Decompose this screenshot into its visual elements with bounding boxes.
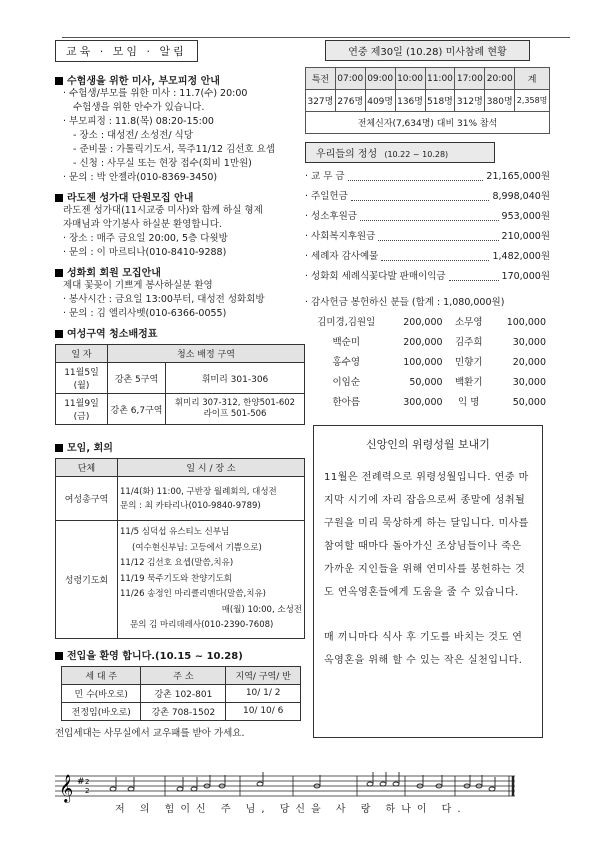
attendance-table [305, 67, 550, 134]
table-row [56, 521, 305, 639]
hymn-lyric: 저 의 힘이신 주 님, 당신을 사 랑 하나이 다. [115, 804, 467, 815]
block-title: 라도젠 성가대 단원모집 안내 [67, 193, 194, 204]
table-header: 단체 [56, 459, 118, 477]
gift-name: 한아름 [332, 397, 361, 408]
attendance-value-row [306, 90, 550, 112]
offering-list [305, 167, 550, 287]
attendance-summary: 전체신자(7,634명) 대비 31% 참석 [306, 112, 550, 134]
attendance-summary-row [306, 112, 550, 134]
table-cell: 136명 [395, 90, 425, 112]
gift-row [305, 353, 550, 373]
notice-title: 신앙인의 위령성월 보내기 [366, 438, 490, 451]
table-cell: 휘미리 307-312, 한양501-602 [174, 398, 296, 408]
text-line: · 문의 : 박 안젤라(010-8369-3450) [63, 172, 218, 183]
table-cell: 휘미리 301-306 [166, 363, 305, 394]
table-header: 10:00 [395, 68, 425, 90]
square-bullet-icon [55, 77, 63, 85]
text-line: · 문의 : 이 마르티나(010-8410-9288) [63, 247, 227, 258]
top-rule [62, 37, 570, 38]
text-line: - 준비물 : 가톨릭기도서, 묵주11/12 김선호 요셉 [73, 144, 275, 155]
time-signature-icon: 2 [85, 778, 90, 786]
text-line: · 장소 : 매주 금요일 20:00, 5층 다윗방 [63, 233, 228, 244]
table-header: 일 자 [56, 345, 108, 363]
table-cell: 327명 [306, 90, 336, 112]
gift-amount: 30,000 [512, 377, 546, 388]
offering-block [305, 142, 550, 413]
square-bullet-icon [55, 652, 63, 660]
gift-row [305, 373, 550, 393]
gift-title: · 감사헌금 봉헌하신 분들 (합계 : 1,080,000원) [305, 297, 505, 308]
gift-amount: 200,000 [403, 337, 443, 348]
choir-block [55, 189, 307, 260]
notice-paragraph: 매 끼니마다 식사 후 기도를 바치는 것도 연옥영혼을 위해 할 수 있는 작은 실천입니다. [324, 632, 523, 666]
table-header: 주 소 [141, 666, 226, 684]
table-header: 07:00 [335, 68, 365, 90]
text-line: 제대 꽃꽂이 기쁘게 봉사하실분 환영 [63, 280, 213, 291]
left-column [55, 40, 307, 741]
offering-label: · 사회복지후원금 [305, 231, 376, 242]
table-header-row [56, 345, 305, 363]
table-header: 청소 배정 구역 [108, 345, 305, 363]
gift-name: 익 명 [458, 397, 480, 408]
newcomers-block [55, 647, 307, 741]
text-line: 수험생을 위한 안수가 있습니다. [73, 102, 205, 113]
gift-name: 소무영 [454, 317, 483, 328]
gift-table [305, 313, 550, 413]
text-line: 라도젠 성가대(11시교중 미사)와 함께 하실 형제 [63, 205, 263, 216]
right-column [305, 40, 550, 413]
table-cell: 여성총구역 [56, 477, 118, 521]
offering-label: · 교 무 금 [305, 171, 345, 182]
table-cell: 문의 : 최 카타리나(010-9840-9789) [120, 500, 261, 511]
table-row [56, 363, 305, 394]
table-header: 세 대 주 [62, 666, 141, 684]
table-header: 일 시 / 장 소 [118, 459, 305, 477]
text-line: - 장소 : 대성전/ 소성전/ 식당 [73, 130, 193, 141]
gift-amount: 100,000 [403, 357, 443, 368]
first-comm-block [55, 72, 307, 185]
gift-name: 백환기 [454, 377, 483, 388]
attendance-header-row [306, 68, 550, 90]
offering-item [305, 247, 550, 267]
offering-amount: 210,000원 [501, 231, 550, 242]
table-header: 17:00 [455, 68, 485, 90]
table-cell: 문의 김 마리데레사(010-2390-7608) [130, 620, 274, 630]
table-cell: 276명 [335, 90, 365, 112]
notice-paragraph: 11월은 전례력으로 위령성월입니다. 연중 마지막 시기에 자리 잡음으로써 종말에 성취될 구원을 미리 묵상하게 하는 달입니다. 미사를 참여할 때마다 돌아가신 조상님들이나 죽은 가까운 지인들을 위해 연미사를 봉헌하는 것도 연옥영혼들에게 도움을 줄 수 있습니다. [324, 472, 529, 598]
cleaning-table [55, 344, 305, 425]
table-row [62, 684, 301, 702]
block-title: 전입을 환영 합니다.(10.15 ~ 10.28) [67, 650, 243, 662]
gift-name: 이임순 [332, 377, 361, 388]
gift-amount: 50,000 [409, 377, 443, 388]
table-row [56, 394, 305, 425]
square-bullet-icon [55, 269, 63, 277]
table-cell: 10/ 10/ 6 [226, 702, 301, 720]
table-cell: 전정임(바오로) [62, 702, 141, 720]
text-line: · 수험생/부모를 위한 미사 : 11.7(수) 20:00 [63, 88, 248, 99]
block-title: 모임, 회의 [67, 443, 113, 454]
table-header: 20:00 [485, 68, 515, 90]
gift-amount: 200,000 [403, 317, 443, 328]
offering-amount: 1,482,000원 [492, 251, 550, 262]
offering-item [305, 187, 550, 207]
table-cell: 강촌 708-1502 [141, 702, 226, 720]
newcomers-table [61, 666, 301, 721]
meeting-block [55, 439, 307, 639]
offering-item [305, 207, 550, 227]
text-line: - 신청 : 사무실 또는 현장 접수(회비 1만원) [73, 158, 252, 169]
table-header-row [56, 459, 305, 477]
table-row [56, 477, 305, 521]
notes [110, 772, 495, 791]
offering-label: · 주일헌금 [305, 191, 348, 202]
block-title: 여성구역 청소배정표 [67, 329, 158, 340]
table-cell: 강촌 5구역 [108, 363, 166, 394]
table-cell: 성령기도회 [56, 521, 118, 639]
table-cell: 11/12 김선호 요셉(말씀,치유) [120, 558, 234, 568]
table-cell: 강촌 6,7구역 [108, 394, 166, 425]
offering-amount: 170,000원 [501, 271, 550, 282]
gift-amount: 30,000 [512, 337, 546, 348]
table-cell: 라이프 501-506 [203, 409, 267, 419]
gift-row [305, 313, 550, 333]
table-header: 지역/ 구역/ 반 [226, 666, 301, 684]
sharp-icon: # [77, 777, 85, 787]
cleaning-block [55, 325, 307, 425]
table-row [62, 702, 301, 720]
table-cell: 11/5 심덕섭 유스티노 신부님 [120, 527, 230, 537]
table-cell: 10/ 1/ 2 [226, 684, 301, 702]
square-bullet-icon [55, 444, 63, 452]
offering-amount: 8,998,040원 [492, 191, 550, 202]
table-cell: 409명 [365, 90, 395, 112]
offering-item [305, 227, 550, 247]
text-line: · 문의 : 김 엘리사벳(010-6366-0055) [63, 308, 227, 319]
offering-label: · 성화회 세례식꽃다발 판매이익금 [305, 271, 446, 282]
offering-label: · 세례자 감사예물 [305, 251, 379, 262]
gift-amount: 100,000 [506, 317, 546, 328]
block-title: 성화회 회원 모집안내 [67, 268, 161, 279]
gift-name: 홍수영 [332, 357, 361, 368]
gift-amount: 20,000 [512, 357, 546, 368]
offering-label: · 성소후원금 [305, 211, 357, 222]
table-cell: 11월9일(금) [56, 394, 108, 425]
table-cell: 11/26 송정인 마리클리멘다(말씀,치유) [120, 589, 266, 599]
offering-period: (10.22 ~ 10.28) [384, 150, 449, 159]
table-cell: (여수현신부님: 고등에서 기쁨으로) [132, 542, 262, 553]
table-cell: 민 수(바오로) [62, 684, 141, 702]
gift-name: 백순미 [332, 337, 361, 348]
offering-item [305, 267, 550, 287]
offering-item [305, 167, 550, 187]
offering-amount: 21,165,000원 [486, 171, 550, 182]
gift-name: 김주희 [454, 337, 483, 348]
notice-box [313, 425, 543, 738]
square-bullet-icon [55, 194, 63, 202]
table-header: 11:00 [425, 68, 455, 90]
table-cell: 2,358명 [515, 90, 550, 112]
table-header-row [62, 666, 301, 684]
offering-amount: 953,000원 [501, 211, 550, 222]
treble-clef-icon: 𝄞 [59, 774, 74, 802]
table-cell: 11/19 묵주기도와 찬양기도회 [120, 573, 233, 584]
flower-block [55, 264, 307, 321]
table-cell: 강촌 102-801 [141, 684, 226, 702]
text-line: · 부모피정 : 11.8(목) 08:20-15:00 [63, 116, 214, 127]
section-title: 교육 · 모임 · 알림 [55, 40, 198, 62]
gift-amount: 50,000 [512, 397, 546, 408]
table-cell: 380명 [485, 90, 515, 112]
gift-amount: 300,000 [403, 397, 443, 408]
attendance-title: 연중 제30일 (10.28) 미사참례 현황 [325, 40, 530, 61]
newcomers-note: 전입세대는 사무실에서 교우패를 받아 가세요. [55, 727, 245, 739]
gift-name: 김미경,김원일 [317, 317, 376, 328]
text-line: 자매님과 악기봉사 하실분 환영합니다. [63, 219, 222, 230]
table-cell: 매(월) 10:00, 소성전 [221, 604, 302, 615]
gift-row [305, 333, 550, 353]
table-cell: 312명 [455, 90, 485, 112]
gift-name: 민향기 [454, 357, 483, 368]
offering-title: 우리들의 정성 [316, 149, 378, 160]
table-header: 09:00 [365, 68, 395, 90]
gift-row [305, 393, 550, 413]
square-bullet-icon [55, 330, 63, 338]
table-header: 계 [515, 68, 550, 90]
table-cell: 518명 [425, 90, 455, 112]
meeting-table [55, 458, 305, 639]
table-cell: 11/4(화) 11:00, 구반장 월례회의, 대성전 [120, 486, 277, 497]
time-signature-icon: 2 [85, 787, 90, 795]
table-header: 특전 [306, 68, 336, 90]
table-cell: 11월5일(월) [56, 363, 108, 394]
text-line: · 봉사시간 : 금요일 13:00부터, 대성전 성화회방 [63, 294, 265, 305]
block-title: 수험생을 위한 미사, 부모피정 안내 [67, 76, 220, 87]
